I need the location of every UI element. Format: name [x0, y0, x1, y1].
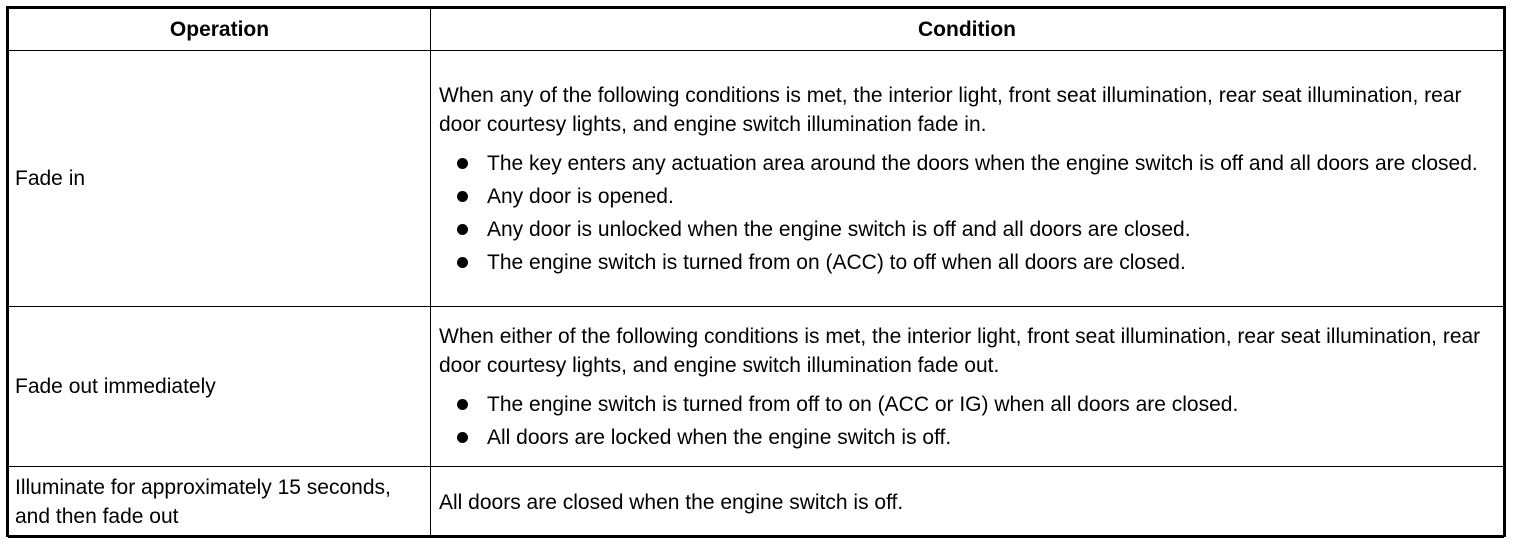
operation-cell: Fade in: [9, 51, 431, 307]
operation-cell: Illuminate for approximately 15 seconds, and then fade out: [9, 467, 431, 538]
table: [8, 8, 1504, 538]
condition-item-text: The engine switch is turned from off to on (ACC or IG) when all doors are closed.: [487, 392, 1239, 416]
table-row: [9, 51, 1504, 307]
condition-item-text: Any door is opened.: [487, 184, 674, 208]
condition-intro: When either of the following conditions is met, the interior light, front seat illumination, rear seat illumination, rear door courtesy lights, and engine switch illumination fade out.: [439, 324, 1481, 377]
bullet-icon: [457, 432, 468, 443]
condition-item: [439, 182, 1495, 211]
condition-item: [439, 215, 1495, 244]
bullet-icon: [457, 257, 468, 268]
condition-intro: All doors are closed when the engine switch is off.: [439, 490, 904, 514]
table-row: [9, 467, 1504, 538]
bullet-icon: [457, 224, 468, 235]
condition-list: [439, 149, 1495, 277]
table-row: [9, 307, 1504, 467]
condition-cell: [431, 51, 1504, 307]
condition-intro: When any of the following conditions is met, the interior light, front seat illumination, rear seat illumination, rear door courtesy lights, and engine switch illumination fade in.: [439, 83, 1462, 136]
condition-list: [439, 390, 1495, 452]
condition-item: [439, 390, 1495, 419]
condition-item-text: The engine switch is turned from on (ACC) to off when all doors are closed.: [487, 250, 1186, 274]
condition-cell: [431, 467, 1504, 538]
bullet-icon: [457, 191, 468, 202]
condition-item: [439, 149, 1495, 178]
condition-item: [439, 423, 1495, 452]
operation-cell: Fade out immediately: [9, 307, 431, 467]
header-operation: Operation: [9, 9, 431, 51]
table-header-row: [9, 9, 1504, 51]
operation-condition-table: [6, 6, 1506, 537]
condition-cell: [431, 307, 1504, 467]
header-condition: Condition: [431, 9, 1504, 51]
condition-item-text: All doors are locked when the engine switch is off.: [487, 425, 952, 449]
condition-item: [439, 248, 1495, 277]
bullet-icon: [457, 158, 468, 169]
condition-item-text: The key enters any actuation area around the doors when the engine switch is off and all doors are closed.: [487, 151, 1478, 175]
condition-item-text: Any door is unlocked when the engine switch is off and all doors are closed.: [487, 217, 1191, 241]
bullet-icon: [457, 399, 468, 410]
